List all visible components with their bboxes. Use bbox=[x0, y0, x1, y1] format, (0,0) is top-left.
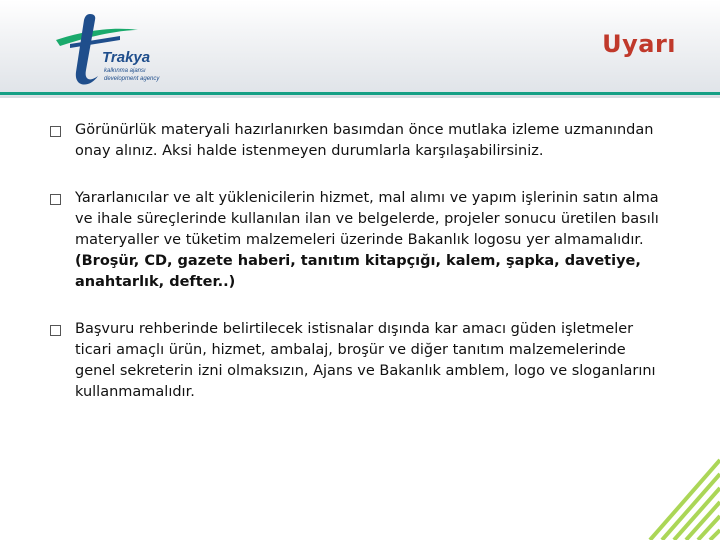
square-bullet-icon bbox=[50, 126, 61, 137]
bullet-text: Başvuru rehberinde belirtilecek istisnalar dışında kar amacı güden işletmeler ticari amaçlı ürün, hizmet, ambalaj, broşür ve diğer tanıtım malzemelerinde genel sekreterin izni olmaksızın, Ajans ve Bakanlık amblem, logo ve sloganlarını kullanmamalıdır. bbox=[75, 321, 656, 400]
bullet-text-regular: Yararlanıcılar ve alt yüklenicilerin hizmet, mal alımı ve yapım işlerinin satın alma ve ihale süreçlerinde kullanılan ilan ve belgelerde, projeler sonucu üretilen basılı materyaller ve tüketim malzemeleri üzerinde Bakanlık logosu yer almamalıdır. bbox=[75, 190, 659, 248]
header-rule-shadow bbox=[0, 96, 720, 98]
bullet-text bbox=[75, 188, 660, 293]
logo-brand: Trakya bbox=[102, 49, 151, 66]
slide-header bbox=[0, 0, 720, 100]
page-title: Uyarı bbox=[602, 30, 676, 58]
bullet-text-bold: (Broşür, CD, gazete haberi, tanıtım kitapçığı, kalem, şapka, davetiye, anahtarlık, defter..) bbox=[75, 253, 641, 290]
bullet-list bbox=[50, 120, 660, 429]
list-item bbox=[50, 120, 660, 162]
square-bullet-icon bbox=[50, 194, 61, 205]
square-bullet-icon bbox=[50, 325, 61, 336]
logo-t-icon bbox=[76, 14, 98, 85]
trakya-logo bbox=[50, 10, 190, 95]
list-item bbox=[50, 319, 660, 403]
logo-line2: development agency bbox=[104, 76, 160, 82]
logo-line1: kalkınma ajansı bbox=[104, 68, 146, 74]
corner-stripes-decoration bbox=[640, 450, 720, 540]
bullet-text: Görünürlük materyali hazırlanırken basımdan önce mutlaka izleme uzmanından onay alınız. Aksi halde istenmeyen durumlarla karşılaşabilirsiniz. bbox=[75, 122, 654, 159]
list-item bbox=[50, 188, 660, 293]
